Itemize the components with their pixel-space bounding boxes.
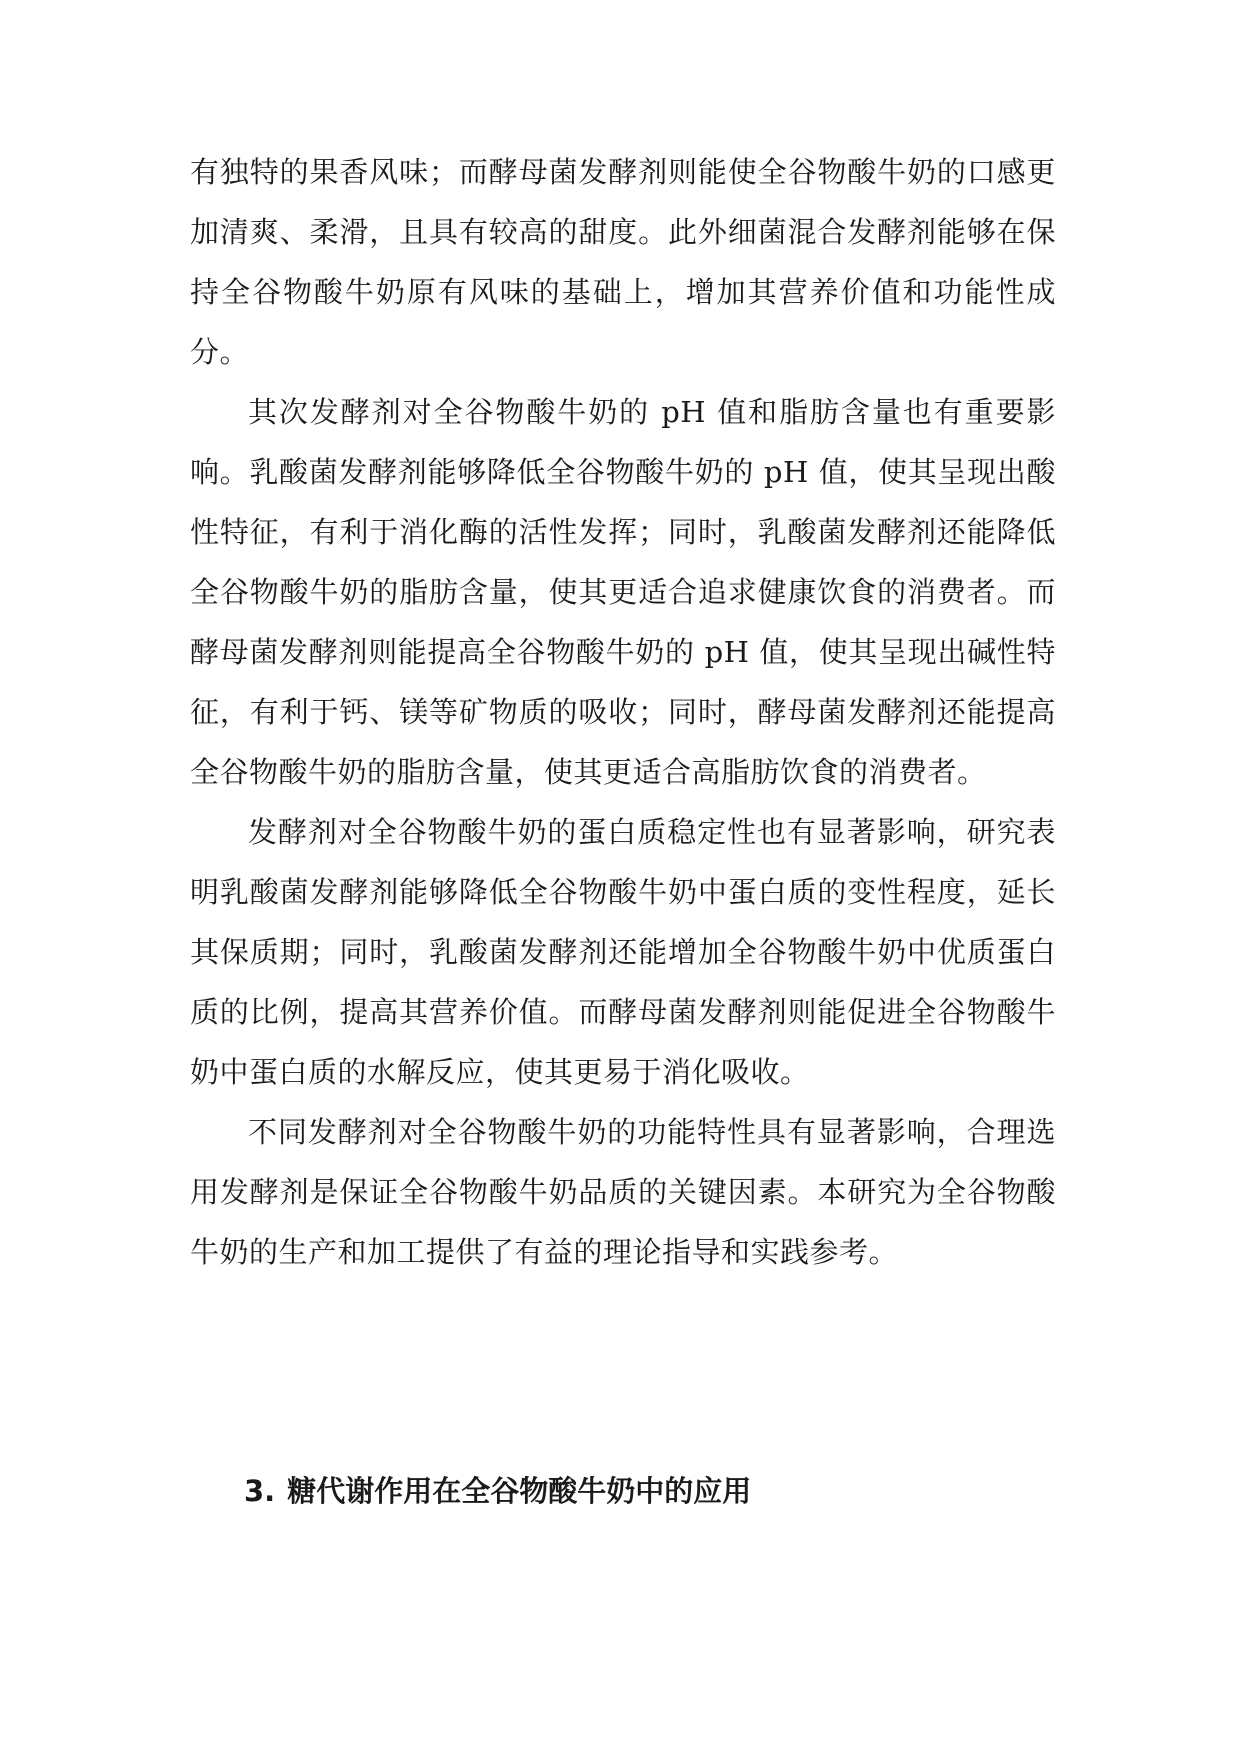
paragraph-continued: 有独特的果香风味；而酵母菌发酵剂则能使全谷物酸牛奶的口感更加清爽、柔滑，且具有较高的甜度。此外细菌混合发酵剂能够在保持全谷物酸牛奶原有风味的基础上，增加其营养价值和功能性成分。 [190,155,1056,369]
section-number: 3. [244,1474,276,1508]
paragraph-conclusion: 不同发酵剂对全谷物酸牛奶的功能特性具有显著影响，合理选用发酵剂是保证全谷物酸牛奶品质的关键因素。本研究为全谷物酸牛奶的生产和加工提供了有益的理论指导和实践参考。 [190,1115,1056,1269]
paragraph-ph-fat: 其次发酵剂对全谷物酸牛奶的 pH 值和脂肪含量也有重要影响。乳酸菌发酵剂能够降低全谷物酸牛奶的 pH 值，使其呈现出酸性特征，有利于消化酶的活性发挥；同时，乳酸菌发酵剂还能降低全谷物酸牛奶的脂肪含量，使其更适合追求健康饮食的消费者。而酵母菌发酵剂则能提高全谷物酸牛奶的 pH 值，使其呈现出碱性特征，有利于钙、镁等矿物质的吸收；同时，酵母菌发酵剂还能提高全谷物酸牛奶的脂肪含量，使其更适合高脂肪饮食的消费者。 [190,395,1056,789]
section-title: 糖代谢作用在全谷物酸牛奶中的应用 [287,1474,752,1508]
body-text [190,142,1056,1282]
paragraph-protein: 发酵剂对全谷物酸牛奶的蛋白质稳定性也有显著影响，研究表明乳酸菌发酵剂能够降低全谷物酸牛奶中蛋白质的变性程度，延长其保质期；同时，乳酸菌发酵剂还能增加全谷物酸牛奶中优质蛋白质的比例，提高其营养价值。而酵母菌发酵剂则能促进全谷物酸牛奶中蛋白质的水解反应，使其更易于消化吸收。 [190,815,1056,1089]
section-heading [244,1461,751,1521]
